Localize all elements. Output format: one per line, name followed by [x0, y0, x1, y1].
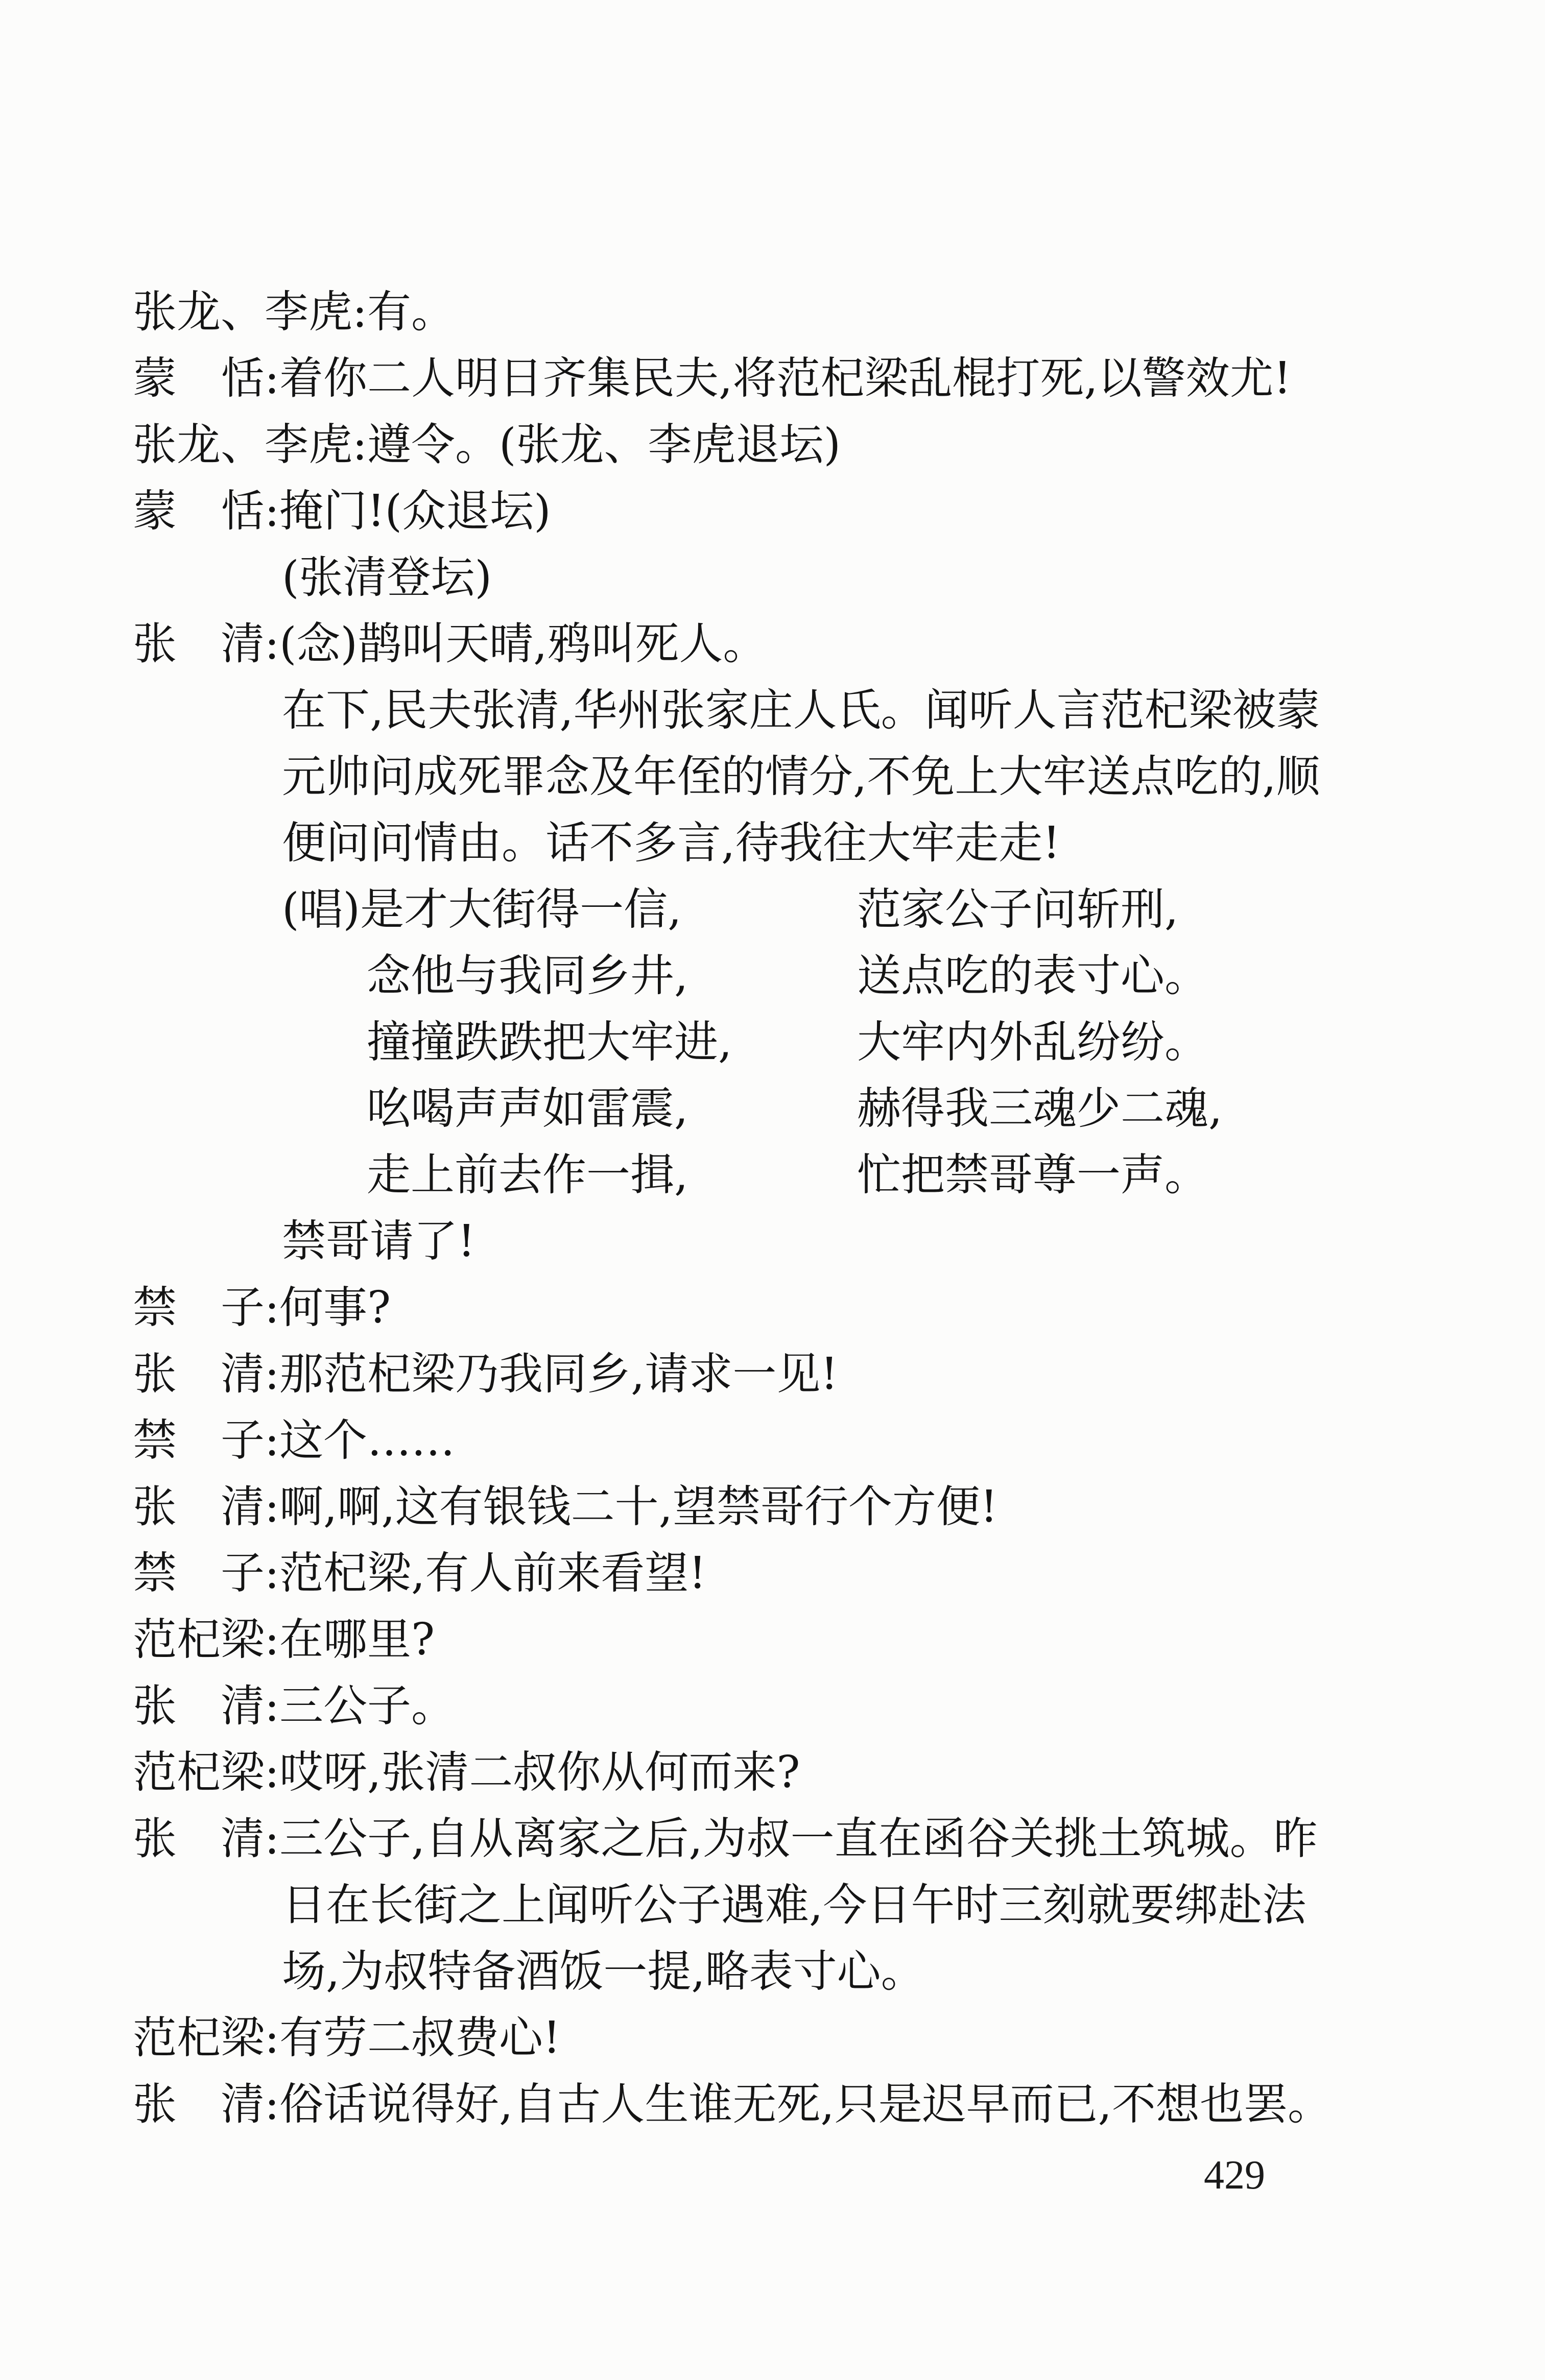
song-verse-right: 忙把禁哥尊一声。	[857, 1149, 1208, 1200]
dialogue-line	[0, 412, 1545, 478]
dialogue-line	[0, 1341, 1545, 1407]
song-verse-left: (唱)是才大街得一信,	[282, 884, 682, 935]
speech-text: 有劳二叔费心!	[279, 2012, 561, 2063]
speaker-separator: :	[265, 1481, 279, 1532]
speaker-name: 张龙、李虎	[133, 286, 352, 338]
song-verse-right: 大牢内外乱纷纷。	[857, 1017, 1208, 1068]
speaker-separator: :	[265, 1614, 279, 1665]
speaker-name: 禁 子	[133, 1548, 265, 1599]
dialogue-line	[0, 611, 1545, 677]
song-verse-left: 吆喝声声如雷震,	[367, 1083, 688, 1134]
speaker-separator: :	[265, 1548, 279, 1599]
speaker-name: 范杞梁	[133, 1614, 265, 1665]
speaker-separator: :	[265, 1813, 279, 1864]
speech-text: 遵令。(张龙、李虎退坛)	[367, 419, 841, 470]
song-line	[0, 876, 1545, 943]
speaker-name: 张 清	[133, 1349, 265, 1400]
speaker-separator: :	[265, 353, 279, 404]
script-text	[0, 279, 1545, 2137]
dialogue-line	[0, 2005, 1545, 2071]
continuation-line	[0, 1938, 1545, 2005]
speaker-name: 蒙 恬	[133, 353, 265, 404]
speech-text: 在哪里?	[279, 1614, 435, 1665]
continuation-line	[0, 1208, 1545, 1275]
speech-text: 何事?	[279, 1282, 391, 1333]
dialogue-line	[0, 1673, 1545, 1739]
speech-text: (念)鹊叫天晴,鸦叫死人。	[279, 618, 767, 669]
speech-text: 三公子,自从离家之后,为叔一直在函谷关挑土筑城。昨	[279, 1813, 1318, 1864]
song-verse-right: 赫得我三魂少二魂,	[857, 1083, 1223, 1134]
speech-text: 那范杞梁乃我同乡,请求一见!	[279, 1349, 838, 1400]
speech-text: 范杞梁,有人前来看望!	[279, 1548, 706, 1599]
dialogue-line	[0, 279, 1545, 345]
dialogue-line	[0, 2071, 1545, 2137]
song-line	[0, 1142, 1545, 1208]
continuation-line	[0, 743, 1545, 810]
speaker-name: 张龙、李虎	[133, 419, 352, 470]
speaker-name: 张 清	[133, 1680, 265, 1732]
speaker-separator: :	[265, 2012, 279, 2063]
dialogue-line	[0, 478, 1545, 544]
dialogue-line	[0, 1474, 1545, 1540]
speaker-name: 范杞梁	[133, 1747, 265, 1798]
speaker-name: 禁 子	[133, 1415, 265, 1466]
speech-text: 有。	[367, 286, 455, 338]
speech-text: 啊,啊,这有银钱二十,望禁哥行个方便!	[279, 1481, 998, 1532]
stage-direction-text: (张清登坛)	[282, 552, 492, 603]
speech-text: 元帅问成死罪念及年侄的情分,不免上大牢送点吃的,顺	[282, 751, 1320, 802]
speech-text: 哎呀,张清二叔你从何而来?	[279, 1747, 800, 1798]
speech-text: 场,为叔特备酒饭一提,略表寸心。	[282, 1946, 925, 1997]
speech-text: 这个……	[279, 1415, 455, 1466]
speech-text: 着你二人明日齐集民夫,将范杞梁乱棍打死,以警效尤!	[279, 353, 1292, 404]
song-verse-left: 撞撞跌跌把大牢进,	[367, 1017, 732, 1068]
song-verse-right: 送点吃的表寸心。	[857, 950, 1208, 1001]
speaker-name: 张 清	[133, 1813, 265, 1864]
speaker-separator: :	[352, 419, 367, 470]
continuation-line	[0, 1872, 1545, 1938]
speaker-separator: :	[265, 1747, 279, 1798]
speech-text: 俗话说得好,自古人生谁无死,只是迟早而已,不想也罢。	[279, 2079, 1332, 2130]
speech-text: 三公子。	[279, 1680, 455, 1732]
speaker-separator: :	[265, 2079, 279, 2130]
dialogue-line	[0, 1739, 1545, 1806]
speaker-name: 蒙 恬	[133, 486, 265, 537]
speaker-name: 张 清	[133, 2079, 265, 2130]
speech-text: 掩门!(众退坛)	[279, 486, 551, 537]
speaker-separator: :	[265, 1680, 279, 1732]
song-verse-right: 范家公子问斩刑,	[857, 884, 1179, 935]
speech-text: 禁哥请了!	[282, 1216, 476, 1267]
speech-text: 在下,民夫张清,华州张家庄人氏。闻听人言范杞梁被蒙	[282, 685, 1320, 736]
dialogue-line	[0, 345, 1545, 412]
speaker-separator: :	[352, 286, 367, 338]
speaker-separator: :	[265, 1282, 279, 1333]
speaker-separator: :	[265, 1415, 279, 1466]
continuation-line	[0, 810, 1545, 876]
dialogue-line	[0, 1275, 1545, 1341]
song-line	[0, 1009, 1545, 1075]
stage-direction	[0, 544, 1545, 611]
speaker-separator: :	[265, 1349, 279, 1400]
speech-text: 便问问情由。话不多言,待我往大牢走走!	[282, 818, 1060, 869]
continuation-line	[0, 677, 1545, 743]
speaker-name: 禁 子	[133, 1282, 265, 1333]
song-verse-left: 走上前去作一揖,	[367, 1149, 688, 1200]
dialogue-line	[0, 1606, 1545, 1673]
dialogue-line	[0, 1806, 1545, 1872]
speaker-separator: :	[265, 618, 279, 669]
speaker-name: 张 清	[133, 618, 265, 669]
speaker-name: 范杞梁	[133, 2012, 265, 2063]
speech-text: 日在长街之上闻听公子遇难,今日午时三刻就要绑赴法	[282, 1880, 1306, 1931]
song-verse-left: 念他与我同乡井,	[367, 950, 688, 1001]
song-line	[0, 1075, 1545, 1142]
page-number: 429	[1204, 2153, 1265, 2198]
dialogue-line	[0, 1540, 1545, 1606]
song-line	[0, 943, 1545, 1009]
speaker-separator: :	[265, 486, 279, 537]
dialogue-line	[0, 1407, 1545, 1474]
speaker-name: 张 清	[133, 1481, 265, 1532]
